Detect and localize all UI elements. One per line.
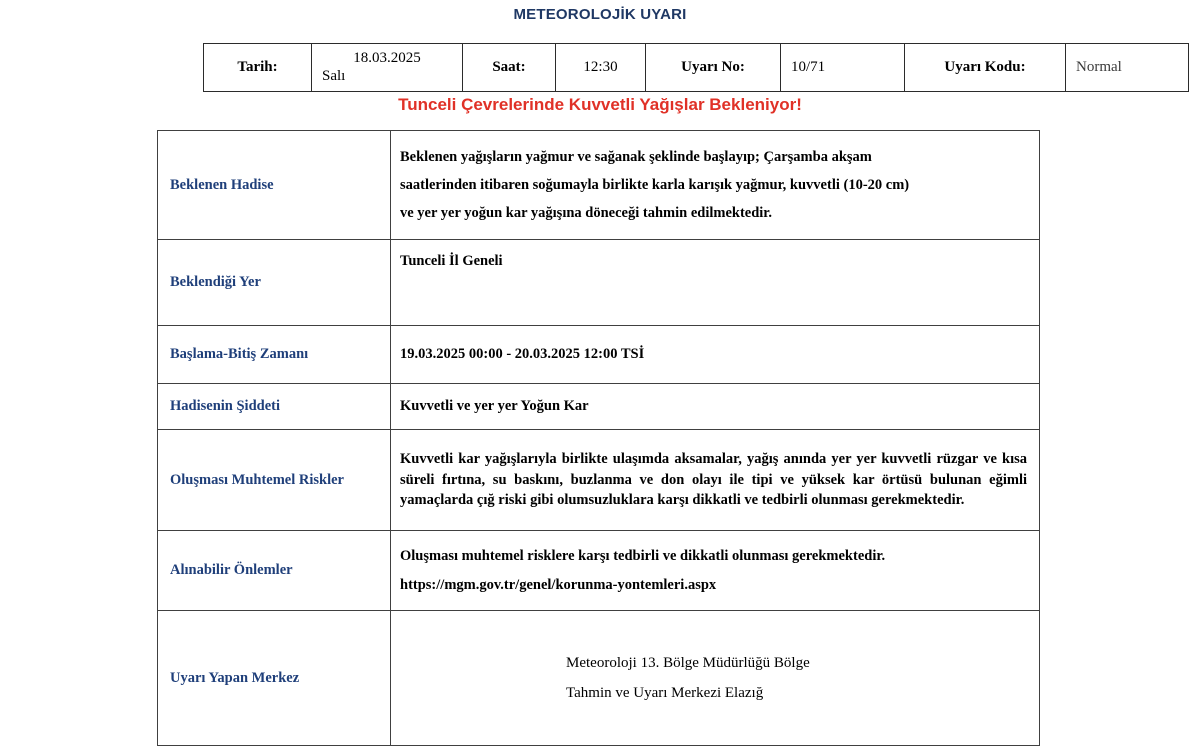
value-expected-event-line1: Beklenen yağışların yağmur ve sağanak şeklinde başlayıp; Çarşamba akşam <box>400 148 872 165</box>
time-label: Saat: <box>463 44 556 92</box>
warning-detail-table <box>157 130 1040 746</box>
value-issuer <box>391 611 1040 746</box>
value-time-range: 19.03.2025 00:00 - 20.03.2025 12:00 TSİ <box>391 326 1040 384</box>
label-time-range: Başlama-Bitiş Zamanı <box>158 326 391 384</box>
date-value-line2: Salı <box>322 67 346 84</box>
table-row-risks <box>158 430 1040 531</box>
date-value <box>312 44 463 92</box>
warning-no-label: Uyarı No: <box>646 44 781 92</box>
warning-headline: Tunceli Çevrelerinde Kuvvetli Yağışlar Bekleniyor! <box>398 95 802 114</box>
time-value: 12:30 <box>556 44 646 92</box>
warning-code-label: Uyarı Kodu: <box>905 44 1066 92</box>
value-issuer-line2: Tahmin ve Uyarı Merkezi Elazığ <box>566 685 764 701</box>
measures-url-link[interactable]: https://mgm.gov.tr/genel/korunma-yontemleri.aspx <box>400 576 717 593</box>
table-row-expected-event <box>158 131 1040 240</box>
header-row <box>204 44 1189 92</box>
warning-no-value: 10/71 <box>781 44 905 92</box>
table-row-issuer <box>158 611 1040 746</box>
label-severity: Hadisenin Şiddeti <box>158 384 391 430</box>
value-expected-event <box>391 131 1040 240</box>
table-row-severity <box>158 384 1040 430</box>
value-measures-text: Oluşması muhtemel risklere karşı tedbirli ve dikkatli olunması gerekmektedir. <box>400 547 886 564</box>
label-measures: Alınabilir Önlemler <box>158 531 391 611</box>
date-value-line1: 18.03.2025 <box>353 50 421 67</box>
table-row-expected-area <box>158 240 1040 326</box>
table-row-measures <box>158 531 1040 611</box>
value-issuer-line1: Meteoroloji 13. Bölge Müdürlüğü Bölge <box>566 655 810 671</box>
value-expected-area: Tunceli İl Geneli <box>391 240 1040 326</box>
label-expected-event: Beklenen Hadise <box>158 131 391 240</box>
value-severity: Kuvvetli ve yer yer Yoğun Kar <box>391 384 1040 430</box>
value-risks: Kuvvetli kar yağışlarıyla birlikte ulaşımda aksamalar, yağış anında yer yer kuvvetli rüzgar ve kısa süreli fırtına, su baskını, buzlanma ve don olayı ile tipi ve yüksek kar örtüsü bulunan eğimli yamaçlarda çığ riski gibi olumsuzluklara karşı dikkatli ve tedbirli olunması gerekmektedir. <box>391 430 1040 531</box>
warning-code-value: Normal <box>1066 44 1189 92</box>
label-risks: Oluşması Muhtemel Riskler <box>158 430 391 531</box>
page-title: METEOROLOJİK UYARI <box>513 6 687 23</box>
label-expected-area: Beklendiği Yer <box>158 240 391 326</box>
value-expected-event-line3: ve yer yer yoğun kar yağışına döneceği tahmin edilmektedir. <box>400 205 773 222</box>
value-expected-event-line2: saatlerinden itibaren soğumayla birlikte karla karışık yağmur, kuvvetli (10-20 cm) <box>400 176 910 193</box>
date-label: Tarih: <box>204 44 312 92</box>
warning-header-table <box>203 43 1189 92</box>
value-measures <box>391 531 1040 611</box>
label-issuer: Uyarı Yapan Merkez <box>158 611 391 746</box>
table-row-time-range <box>158 326 1040 384</box>
